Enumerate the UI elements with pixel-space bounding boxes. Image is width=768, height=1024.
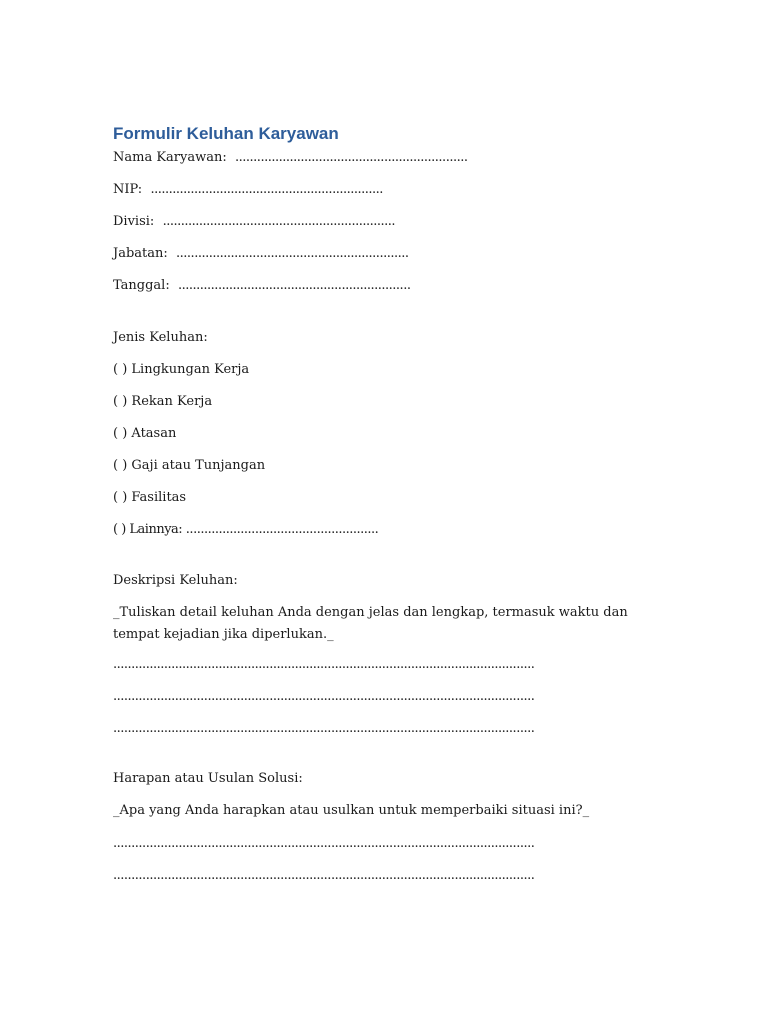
description-line: .................................................................................................................... [113, 657, 535, 672]
description-line: .................................................................................................................... [113, 721, 535, 736]
field-nama-karyawan [113, 148, 467, 168]
expectation-line: .................................................................................................................... [113, 836, 535, 851]
option-fasilitas: ( ) Fasilitas [113, 490, 187, 505]
field-label: Jabatan: [113, 246, 168, 261]
description-heading: Deskripsi Keluhan: [113, 573, 238, 588]
description-line: .................................................................................................................... [113, 689, 535, 704]
field-label: NIP: [113, 182, 143, 197]
form-title: Formulir Keluhan Karyawan [113, 124, 339, 143]
field-nip [113, 180, 383, 200]
field-jabatan [113, 244, 409, 264]
field-blank: ................................................................ [150, 182, 383, 197]
field-blank: ................................................................ [176, 246, 409, 261]
field-label: Nama Karyawan: [113, 150, 227, 165]
option-rekan-kerja: ( ) Rekan Kerja [113, 394, 213, 409]
expectation-line: .................................................................................................................... [113, 868, 535, 883]
field-tanggal [113, 276, 410, 296]
description-instruction: _Tuliskan detail keluhan Anda dengan jelas dan lengkap, termasuk waktu dan tempat kejadian jika diperlukan._ [113, 605, 628, 642]
expectation-instruction: _Apa yang Anda harapkan atau usulkan untuk memperbaiki situasi ini?_ [113, 803, 590, 818]
field-blank: ................................................................ [177, 278, 411, 293]
expectation-heading: Harapan atau Usulan Solusi: [113, 771, 303, 786]
option-lainnya: ( ) Lainnya: ..................................................... [113, 522, 379, 537]
field-blank: ................................................................ [235, 150, 468, 165]
option-gaji-tunjangan: ( ) Gaji atau Tunjangan [113, 458, 266, 473]
field-divisi [113, 212, 395, 232]
complaint-type-heading: Jenis Keluhan: [113, 330, 208, 345]
field-blank: ................................................................ [162, 214, 396, 229]
field-label: Divisi: [113, 214, 155, 229]
option-atasan: ( ) Atasan [113, 426, 177, 441]
field-label: Tanggal: [113, 278, 170, 293]
option-lingkungan-kerja: ( ) Lingkungan Kerja [113, 362, 250, 377]
